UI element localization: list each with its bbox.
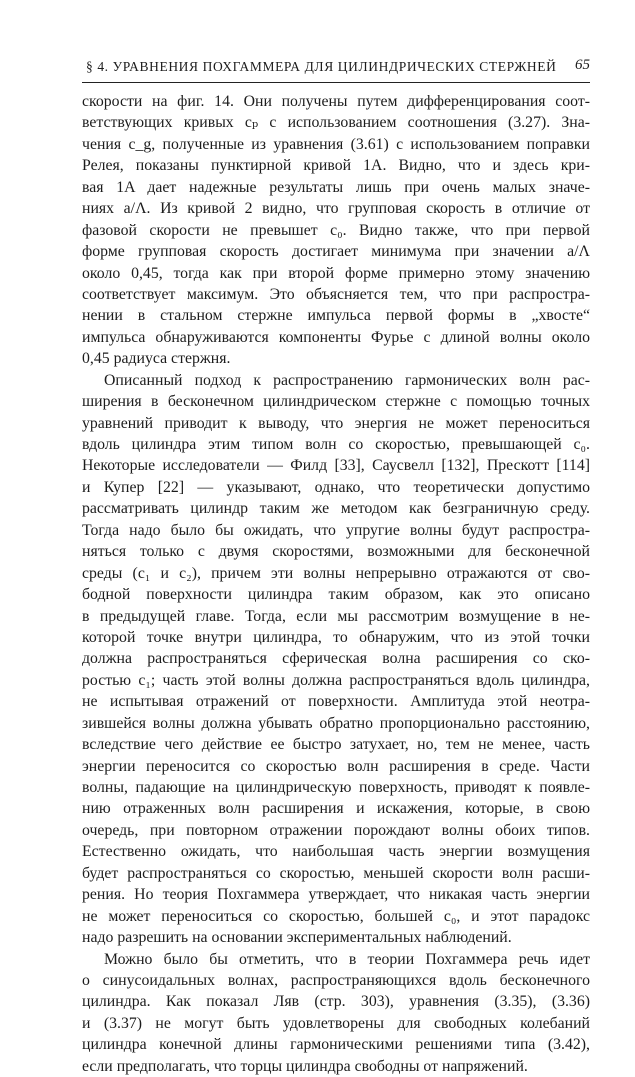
text-line: уравнений приводит к выводу, что энергия не может переноситься [82,413,590,434]
paragraph [82,91,590,370]
text-line: Некоторые исследователи — Филд [33], Саусвелл [132], Прескотт [114] [82,455,590,476]
text-line: в предыдущей главе. Тогда, если мы рассмотрим возмущение в не- [82,606,590,627]
text-line: рения. Но теория Похгаммера утверждает, что никакая часть энергии [82,884,590,905]
text-line: должна распространяться сферическая волна расширения со ско- [82,648,590,669]
paragraph [82,370,590,949]
page-number: 65 [575,57,590,74]
text-line: ростью c₁; часть этой волны должна распространяться вдоль цилиндра, [82,670,590,691]
text-line: нении в стальном стержне импульса первой формы в „хвосте“ [82,305,590,326]
text-line: Естественно ожидать, что наибольшая часть энергии возмущения [82,841,590,862]
body-text [82,91,590,1077]
text-line: чения c_g, полученные из уравнения (3.61) с использованием поправки [82,134,590,155]
text-line: цилиндра. Как показал Ляв (стр. 303), уравнения (3.35), (3.36) [82,991,590,1012]
text-line: Можно было бы отметить, что в теории Похгаммера речь идет [82,949,590,970]
text-line: и (3.37) не могут быть удовлетворены для свободных колебаний [82,1013,590,1034]
text-line: около 0,45, тогда как при второй форме примерно этому значению [82,263,590,284]
text-line: будет распространяться со скоростью, меньшей скорости волн расши- [82,863,590,884]
text-line: импульса обнаруживаются компоненты Фурье с длиной волны около [82,327,590,348]
text-line: форме групповая скорость достигает минимума при значении a/Λ [82,241,590,262]
running-header-title: § 4. УРАВНЕНИЯ ПОХГАММЕРА ДЛЯ ЦИЛИНДРИЧЕСКИХ СТЕРЖНЕЙ [86,59,556,75]
text-line: вдоль цилиндра этим типом волн со скоростью, превышающей c₀. [82,434,590,455]
text-line: среды (c₁ и c₂), причем эти волны непрерывно отражаются от сво- [82,563,590,584]
text-line: вая 1A дает надежные результаты лишь при очень малых значе- [82,177,590,198]
text-line: надо разрешить на основании экспериментальных наблюдений. [82,927,590,948]
text-line: вследствие чего действие ее быстро затухает, но, тем не менее, часть [82,734,590,755]
text-line: скорости на фиг. 14. Они получены путем дифференцирования соот- [82,91,590,112]
text-line: если предполагать, что торцы цилиндра свободны от напряжений. [82,1056,590,1077]
text-line: Описанный подход к распространению гармонических волн рас- [82,370,590,391]
text-line: цилиндра конечной длины гармоническими решениями типа (3.42), [82,1034,590,1055]
text-line: энергии переносится со скоростью волн расширения в среде. Части [82,756,590,777]
text-line: не испытывая отражений от поверхности. Амплитуда этой неотра- [82,691,590,712]
paragraph [82,949,590,1077]
text-line: Тогда надо было бы ожидать, что упругие волны будут распростра- [82,520,590,541]
text-line: ветствующих кривых cₚ с использованием соотношения (3.27). Зна- [82,112,590,133]
running-header [82,56,590,83]
text-line: волны, падающие на цилиндрическую поверхность, приводят к появле- [82,777,590,798]
text-line: рассматривать цилиндр таким же методом как безграничную среду. [82,498,590,519]
text-line: фазовой скорости не превышет c₀. Видно также, что при первой [82,220,590,241]
text-line: нию отраженных волн расширения и искажения, которые, в свою [82,798,590,819]
text-line: соответствует максимум. Это объясняется тем, что при распростра- [82,284,590,305]
text-line: Релея, показаны пунктирной кривой 1A. Видно, что и здесь кри- [82,155,590,176]
text-line: очередь, при повторном отражении порождают волны обоих типов. [82,820,590,841]
text-line: и Купер [22] — указывают, однако, что теоретически допустимо [82,477,590,498]
text-line: бодной поверхности цилиндра таким образом, как это описано [82,584,590,605]
text-line: о синусоидальных волнах, распространяющихся вдоль бесконечного [82,970,590,991]
text-line: зившейся волны должна убывать обратно пропорционально расстоянию, [82,713,590,734]
text-line: не может переноситься со скоростью, большей c₀, и этот парадокс [82,906,590,927]
text-line: няться только с двумя скоростями, возможными для бесконечной [82,541,590,562]
text-line: которой точке внутри цилиндра, то обнаружим, что из этой точки [82,627,590,648]
text-line: ширения в бесконечном цилиндрическом стержне с помощью точных [82,391,590,412]
text-line: 0,45 радиуса стержня. [82,348,590,369]
text-line: ниях a/Λ. Из кривой 2 видно, что групповая скорость в отличие от [82,198,590,219]
